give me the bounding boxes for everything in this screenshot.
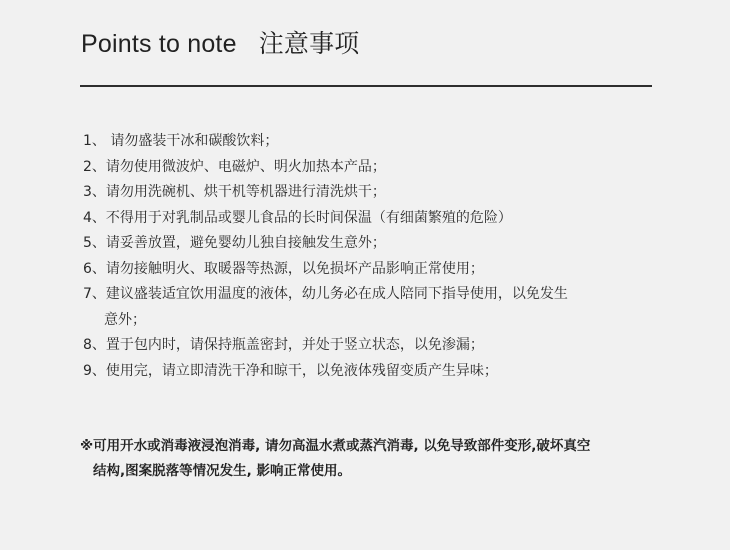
title-english: Points to note <box>81 30 237 58</box>
note-item-7-continuation: 意外； <box>104 311 146 328</box>
page-title <box>81 24 360 60</box>
note-item-6: 6、请勿接触明火、取暖器等热源，以免损坏产品影响正常使用； <box>83 260 484 277</box>
title-chinese: 注意事项 <box>258 29 360 58</box>
note-item-1: 1、 请勿盛装干冰和碳酸饮料； <box>83 133 279 149</box>
note-item-4: 4、不得用于对乳制品或婴儿食品的长时间保温（有细菌繁殖的危险） <box>83 209 512 226</box>
note-item-5: 5、请妥善放置，避免婴幼儿独自接触发生意外； <box>83 235 386 251</box>
footnote-line-1: ※可用开水或消毒液浸泡消毒, 请勿高温水煮或蒸汽消毒, 以免导致部件变形,破坏真空 <box>80 438 591 454</box>
footnote-line-2: 结构,图案脱落等情况发生, 影响正常使用。 <box>93 463 351 479</box>
note-item-2: 2、请勿使用微波炉、电磁炉、明火加热本产品； <box>83 158 386 175</box>
title-divider <box>80 85 652 87</box>
note-item-3: 3、请勿用洗碗机、烘干机等机器进行清洗烘干； <box>83 184 386 200</box>
notes-list <box>83 129 683 384</box>
cleaning-footnote <box>80 434 680 484</box>
note-item-9: 9、使用完，请立即清洗干净和晾干，以免液体残留变质产生异味； <box>83 362 498 379</box>
note-item-7: 7、建议盛装适宜饮用温度的液体，幼儿务必在成人陪同下指导使用，以免发生 <box>83 286 568 302</box>
note-item-8: 8、置于包内时，请保持瓶盖密封，并处于竖立状态，以免渗漏； <box>83 337 484 353</box>
